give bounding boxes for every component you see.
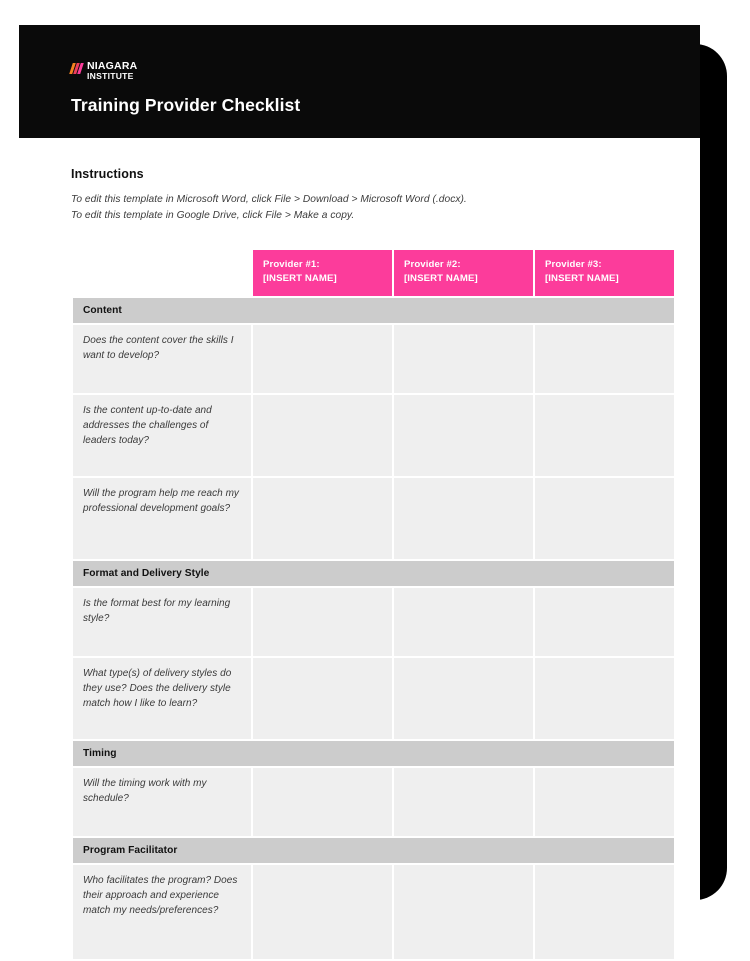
question-text: Will the program help me reach my professional development goals? xyxy=(73,478,251,559)
checklist-question-row xyxy=(73,478,674,559)
answer-cell-provider-3[interactable] xyxy=(535,478,674,559)
document-body xyxy=(19,167,700,916)
answer-cell-provider-1[interactable] xyxy=(253,325,392,393)
answer-cell-provider-1[interactable] xyxy=(253,658,392,739)
instructions-heading: Instructions xyxy=(71,167,144,181)
checklist-question-row xyxy=(73,768,674,836)
question-text: Is the format best for my learning style? xyxy=(73,588,251,656)
question-text: Is the content up-to-date and addresses the challenges of leaders today? xyxy=(73,395,251,476)
instructions-block xyxy=(71,193,700,224)
instructions-line-drive: To edit this template in Google Drive, click File > Make a copy. xyxy=(71,210,355,222)
logo-slashes-icon xyxy=(71,63,82,74)
niagara-institute-logo xyxy=(71,61,137,80)
section-title-4: Program Facilitator xyxy=(73,838,674,863)
provider-name-placeholder-2: [INSERT NAME] xyxy=(404,272,478,284)
logo-wordmark xyxy=(87,61,137,80)
answer-cell-provider-1[interactable] xyxy=(253,478,392,559)
checklist-table-body xyxy=(73,250,674,959)
question-text: Will the timing work with my schedule? xyxy=(73,768,251,836)
logo-line-niagara: NIAGARA xyxy=(87,60,138,72)
provider-header-row xyxy=(73,250,674,296)
answer-cell-provider-3[interactable] xyxy=(535,588,674,656)
logo-line-institute: INSTITUTE xyxy=(87,70,134,81)
answer-cell-provider-2[interactable] xyxy=(394,478,533,559)
checklist-table-wrapper xyxy=(71,248,668,961)
provider-label-2: Provider #2: xyxy=(404,258,461,270)
section-header-row xyxy=(73,838,674,863)
answer-cell-provider-3[interactable] xyxy=(535,768,674,836)
answer-cell-provider-3[interactable] xyxy=(535,865,674,959)
answer-cell-provider-2[interactable] xyxy=(394,768,533,836)
section-title-1: Content xyxy=(73,298,674,323)
question-text: What type(s) of delivery styles do they use? Does the delivery style match how I like to learn? xyxy=(73,658,251,739)
checklist-question-row xyxy=(73,395,674,476)
question-text: Does the content cover the skills I want to develop? xyxy=(73,325,251,393)
checklist-question-row xyxy=(73,325,674,393)
provider-name-placeholder-3: [INSERT NAME] xyxy=(545,272,619,284)
answer-cell-provider-2[interactable] xyxy=(394,588,533,656)
question-text: Who facilitates the program? Does their approach and experience match my needs/preferences? xyxy=(73,865,251,959)
document-sheet xyxy=(19,25,700,916)
section-header-row xyxy=(73,741,674,766)
section-title-3: Timing xyxy=(73,741,674,766)
provider-header-3[interactable] xyxy=(535,250,674,296)
page-title: Training Provider Checklist xyxy=(71,95,301,115)
answer-cell-provider-2[interactable] xyxy=(394,658,533,739)
answer-cell-provider-2[interactable] xyxy=(394,865,533,959)
provider-header-1[interactable] xyxy=(253,250,392,296)
section-title-2: Format and Delivery Style xyxy=(73,561,674,586)
answer-cell-provider-2[interactable] xyxy=(394,325,533,393)
provider-label-1: Provider #1: xyxy=(263,258,320,270)
checklist-question-row xyxy=(73,588,674,656)
answer-cell-provider-3[interactable] xyxy=(535,325,674,393)
answer-cell-provider-3[interactable] xyxy=(535,658,674,739)
checklist-question-row xyxy=(73,865,674,959)
section-header-row xyxy=(73,298,674,323)
checklist-question-row xyxy=(73,658,674,739)
question-column-header xyxy=(73,250,251,296)
answer-cell-provider-3[interactable] xyxy=(535,395,674,476)
answer-cell-provider-2[interactable] xyxy=(394,395,533,476)
answer-cell-provider-1[interactable] xyxy=(253,768,392,836)
provider-header-2[interactable] xyxy=(394,250,533,296)
provider-label-3: Provider #3: xyxy=(545,258,602,270)
checklist-table xyxy=(71,248,676,961)
answer-cell-provider-1[interactable] xyxy=(253,395,392,476)
answer-cell-provider-1[interactable] xyxy=(253,588,392,656)
section-header-row xyxy=(73,561,674,586)
instructions-line-word: To edit this template in Microsoft Word, click File > Download > Microsoft Word (.docx). xyxy=(71,194,467,205)
provider-name-placeholder-1: [INSERT NAME] xyxy=(263,272,337,284)
document-header xyxy=(19,25,700,138)
answer-cell-provider-1[interactable] xyxy=(253,865,392,959)
